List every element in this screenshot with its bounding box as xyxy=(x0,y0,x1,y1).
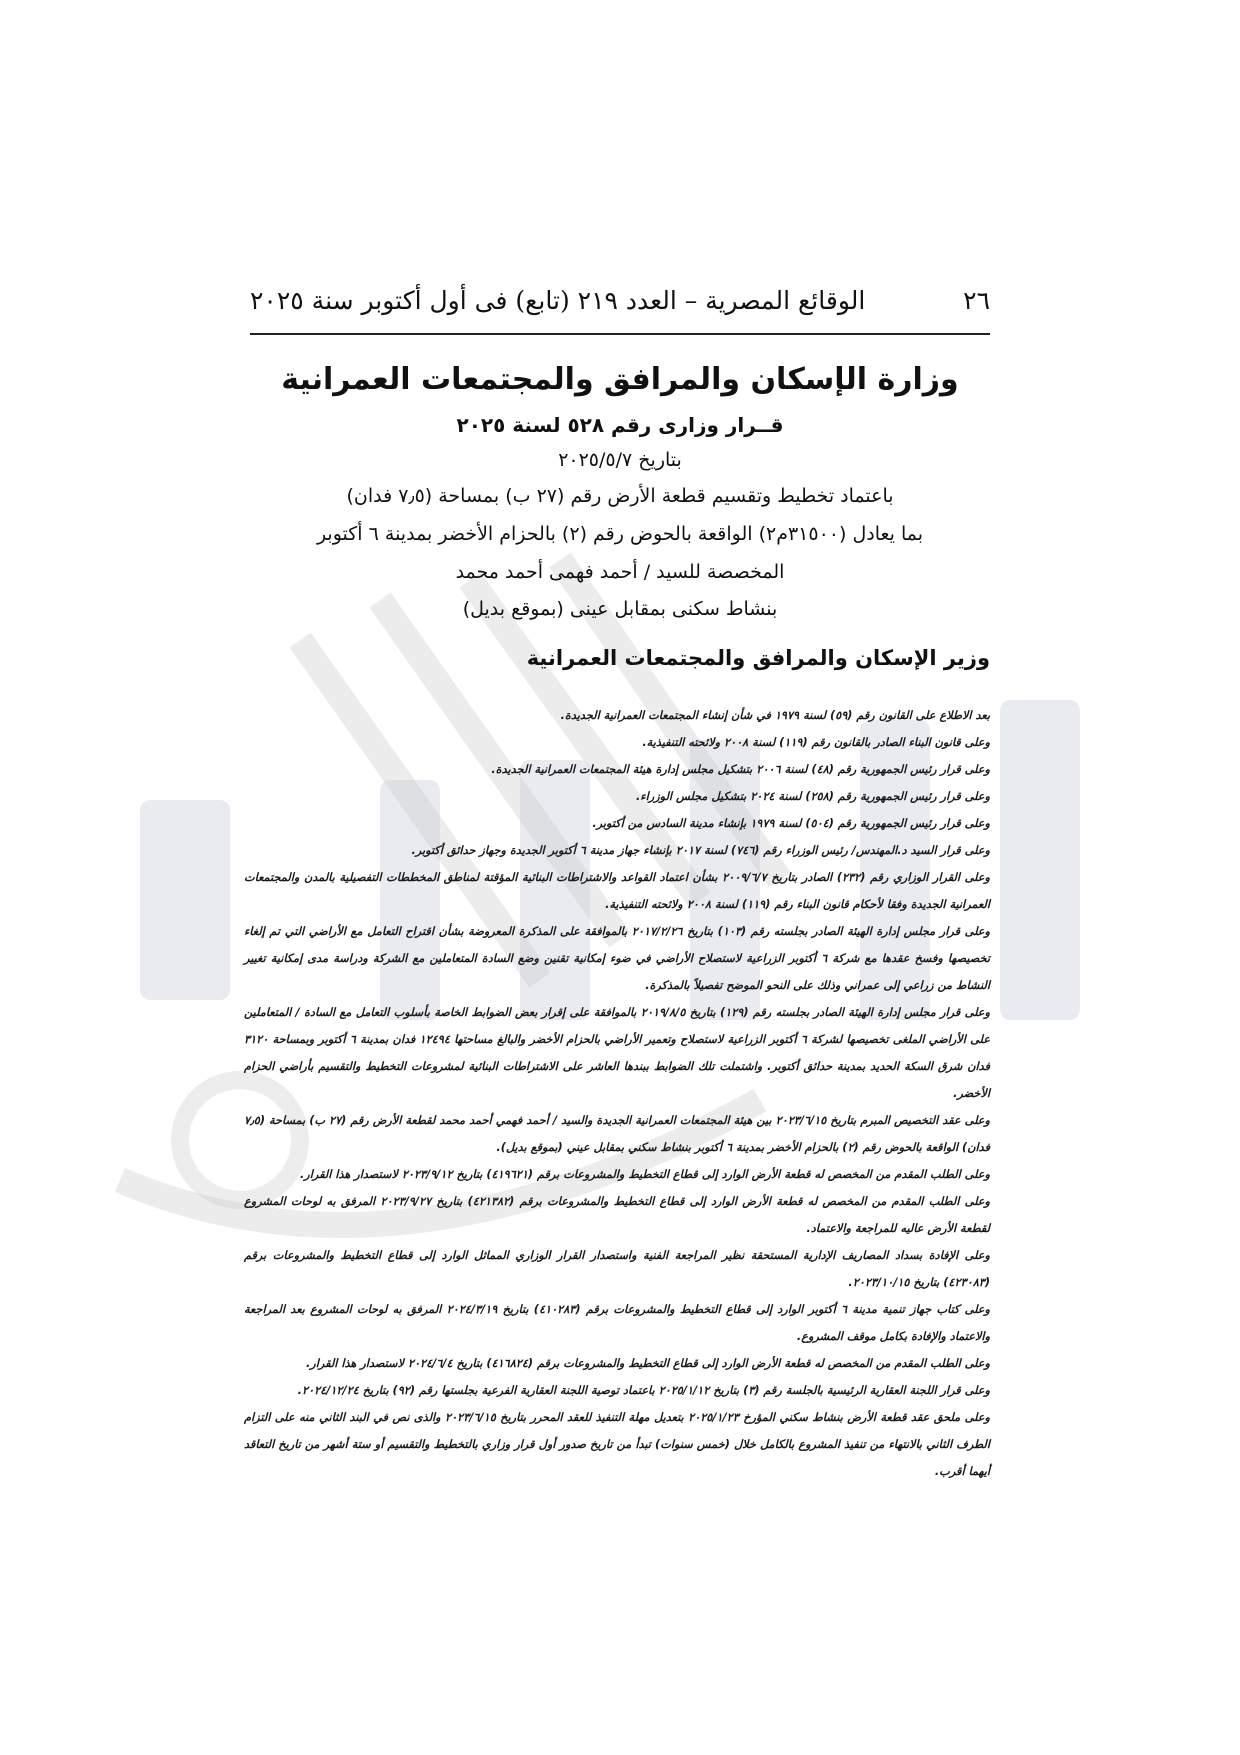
subject-line: المخصصة للسيد / أحمد فهمى أحمد محمد xyxy=(455,560,785,583)
recital-paragraph: وعلى الطلب المقدم من المخصص له قطعة الأرض الوارد إلى قطاع التخطيط والمشروعات برقم (٤١٩٦٢١) بتاريخ ٢٠٢٣/٩/١٢ لاستصدار هذا القرار. xyxy=(299,1168,990,1181)
recital-paragraph: بعد الاطلاع على القانون رقم (٥٩) لسنة ١٩٧٩ في شأن إنشاء المجتمعات العمرانية الجديدة. xyxy=(560,709,990,722)
recital-paragraph: وعلى قرار رئيس الجمهورية رقم (٤٨) لسنة ٢٠٠٦ بتشكيل مجلس إدارة هيئة المجتمعات العمرانية الجديدة. xyxy=(491,763,990,776)
recital-paragraph: وعلى قرار رئيس الجمهورية رقم (٥٠٤) لسنة ١٩٧٩ بإنشاء مدينة السادس من أكتوبر. xyxy=(592,817,990,830)
publication-line: الوقائع المصرية – العدد ٢١٩ (تابع) فى أول أكتوبر سنة ٢٠٢٥ xyxy=(250,286,866,315)
recital-paragraph: وعلى كتاب جهاز تنمية مدينة ٦ أكتوبر الوارد إلى قطاع التخطيط والمشروعات برقم (٤١٠٢٨٣) بتاريخ ٢٠٢٤/٣/١٩ المرفق به لوحات المشروع بعد المراجعة والاعتماد والإفادة بكامل موقف المشروع. xyxy=(244,1303,990,1343)
recital-paragraph: وعلى الطلب المقدم من المخصص له قطعة الأرض الوارد إلى قطاع التخطيط والمشروعات برقم (٤٢١٣٨٢) بتاريخ ٢٠٢٣/٩/٢٧ المرفق به لوحات المشروع لقطعة الأرض عاليه للمراجعة والاعتماد. xyxy=(244,1195,990,1235)
minister-heading: وزير الإسكان والمرافق والمجتمعات العمرانية xyxy=(526,646,990,670)
subject-line: بما يعادل (٣١٥٠٠م٢) الواقعة بالحوض رقم (٢) بالحزام الأخضر بمدينة ٦ أكتوبر xyxy=(316,522,924,545)
recitals xyxy=(244,702,990,1485)
title-block xyxy=(250,362,990,636)
recital-paragraph: وعلى قرار مجلس إدارة الهيئة الصادر بجلسته رقم (١٢٩) بتاريخ ٢٠١٩/٨/٥ بالموافقة على إقرار بعض الضوابط الخاصة بأسلوب التعامل مع السادة / المتعاملين على الأراضي الملغى تخصيصها لشركة ٦ أكتوبر الزراعية لاستصلاح وتعمير الأراضي بالحزام الأخضر والبالغ مساحتها ١٢٤٩٤ فدان بمدينة ٦ أكتوبر وبمساحة ٣١٢٠ فدان شرق السكة الحديد بمدينة حدائق أكتوبر. واشتملت تلك الضوابط ببندها العاشر على الاشتراطات البنائية لمشروعات التخطيط والتقسيم بأراضي الحزام الأخضر. xyxy=(244,1006,991,1100)
ministry-title: وزارة الإسكان والمرافق والمجتمعات العمرانية xyxy=(281,362,959,397)
recital-paragraph: وعلى قرار اللجنة العقارية الرئيسية بالجلسة رقم (٣) بتاريخ ٢٠٢٥/١/١٢ باعتماد توصية اللجنة العقارية الفرعية بجلستها رقم (٩٢) بتاريخ ٢٠٢٤/١٢/٢٤. xyxy=(297,1384,990,1397)
recital-paragraph: وعلى قرار السيد د.المهندس/ رئيس الوزراء رقم (٧٤٦) لسنة ٢٠١٧ بإنشاء جهاز مدينة ٦ أكتوبر الجديدة وجهاز حدائق أكتوبر. xyxy=(411,844,990,857)
subject-line: باعتماد تخطيط وتقسيم قطعة الأرض رقم (٢٧ ب) بمساحة (٧٫٥ فدان) xyxy=(346,485,894,507)
recital-paragraph: وعلى قرار مجلس إدارة الهيئة الصادر بجلسته رقم (١٠٣) بتاريخ ٢٠١٧/٢/٢٦ بالموافقة على المذكرة المعروضة بشأن اقتراح التعامل مع الأراضي التي تم إلغاء تخصيصها وفسخ عقدها مع شركة ٦ أكتوبر الزراعية لاستصلاح الأراضي في ضوء إمكانية تقنين وضع السادة المتعاملين مع الشركة ودراسة مدى إمكانية تغيير النشاط من زراعي إلى عمراني وذلك على النحو الموضح تفصيلاً بالمذكرة. xyxy=(244,925,991,992)
recital-paragraph: وعلى الإفادة بسداد المصاريف الإدارية المستحقة نظير المراجعة الفنية واستصدار القرار الوزاري المماثل الوارد إلى قطاع التخطيط والمشروعات برقم (٤٢٣٠٨٣) بتاريخ ٢٠٢٣/١٠/١٥. xyxy=(244,1249,990,1289)
header-divider xyxy=(250,333,990,335)
recital-paragraph: وعلى قانون البناء الصادر بالقانون رقم (١١٩) لسنة ٢٠٠٨ ولائحته التنفيذية. xyxy=(642,736,990,749)
recital-paragraph: وعلى عقد التخصيص المبرم بتاريخ ٢٠٢٣/٦/١٥ بين هيئة المجتمعات العمرانية الجديدة والسيد / أحمد فهمي أحمد محمد لقطعة الأرض رقم (٢٧ ب) بمساحة (٧٫٥ فدان) الواقعة بالحوض رقم (٢) بالحزام الأخضر بمدينة ٦ أكتوبر بنشاط سكني بمقابل عيني (بموقع بديل). xyxy=(244,1114,990,1154)
subject-line: بنشاط سكنى بمقابل عينى (بموقع بديل) xyxy=(462,598,778,621)
recital-paragraph: وعلى الطلب المقدم من المخصص له قطعة الأرض الوارد إلى قطاع التخطيط والمشروعات برقم (٤١٦٨٢٤) بتاريخ ٢٠٢٤/٦/٤ لاستصدار هذا القرار. xyxy=(306,1357,990,1370)
recital-paragraph: وعلى القرار الوزاري رقم (٢٣٢) الصادر بتاريخ ٢٠٠٩/٦/٧ بشأن اعتماد القواعد والاشتراطات البنائية المؤقتة لمناطق المخططات التفصيلية بالمدن والمجتمعات العمرانية الجديدة وفقا لأحكام قانون البناء رقم (١١٩) لسنة ٢٠٠٨ ولائحته التنفيذية. xyxy=(244,871,990,911)
decree-date: بتاريخ ٢٠٢٥/٥/٧ xyxy=(558,449,682,471)
running-header xyxy=(250,286,990,330)
page-number: ٢٦ xyxy=(963,286,990,315)
recital-paragraph: وعلى قرار رئيس الجمهورية رقم (٢٥٨) لسنة ٢٠٢٤ بتشكيل مجلس الوزراء. xyxy=(636,790,990,803)
recital-paragraph: وعلى ملحق عقد قطعة الأرض بنشاط سكني المؤرخ ٢٠٢٥/١/٢٣ بتعديل مهلة التنفيذ للعقد المحرر بتاريخ ٢٠٢٣/٦/١٥ والذى نص في البند الثاني منه على التزام الطرف الثاني بالانتهاء من تنفيذ المشروع بالكامل خلال (خمس سنوات) تبدأ من تاريخ صدور أول قرار وزاري بالتخطيط والتقسيم أو ستة أشهر من تاريخ التعاقد أيهما أقرب. xyxy=(244,1411,990,1478)
decree-title: قــرار وزارى رقم ٥٢٨ لسنة ٢٠٢٥ xyxy=(456,413,784,437)
